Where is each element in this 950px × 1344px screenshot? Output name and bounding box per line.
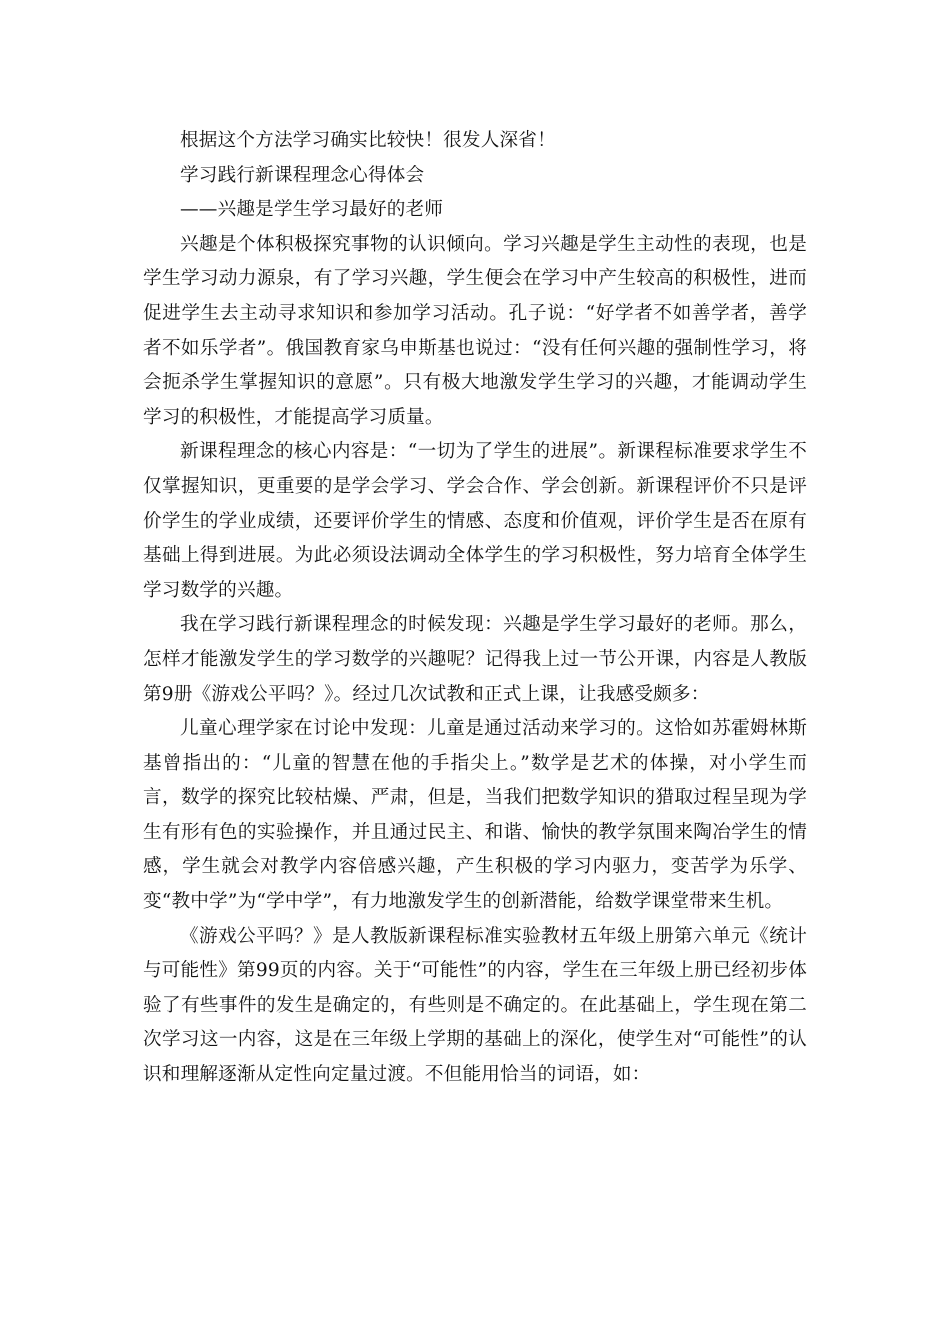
article-subtitle: ——兴趣是学生学习最好的老师 (180, 199, 444, 221)
paragraph-1: 兴趣是个体积极探究事物的认识倾向。学习兴趣是学生主动性的表现，也是学生学习动力源泉，有了学习兴趣，学生便会在学习中产生较高的积极性，进而促进学生去主动寻求知识和参加学习活动。孔子说：“好学者不如善学者，善学者不如乐学者”。俄国教育家乌申斯基也说过：“没有任何兴趣的强制性学习，将会扼杀学生掌握知识的意愿”。只有极大地激发学生学习的兴趣，才能调动学生学习的积极性，才能提高学习质量。 (143, 233, 807, 428)
paragraph-3: 我在学习践行新课程理念的时候发现：兴趣是学生学习最好的老师。那么，怎样才能激发学生的学习数学的兴趣呢？记得我上过一节公开课，内容是人教版第9册《游戏公平吗？》。经过几次试教和正式上课，让我感受颇多： (143, 614, 807, 705)
paragraph-4: 儿童心理学家在讨论中发现：儿童是通过活动来学习的。这恰如苏霍姆林斯基曾指出的：“儿童的智慧在他的手指尖上。”数学是艺术的体操，对小学生而言，数学的探究比较枯燥、严肃，但是，当我们把数学知识的猎取过程呈现为学生有形有色的实验操作，并且通过民主、和谐、愉快的教学氛围来陶冶学生的情感，学生就会对教学内容倍感兴趣，产生积极的学习内驱力，变苦学为乐学、变“教中学”为“学中学”，有力地激发学生的创新潜能，给数学课堂带来生机。 (143, 718, 807, 913)
intro-line: 根据这个方法学习确实比较快！很发人深省！ (180, 130, 556, 151)
article-title: 学习践行新课程理念心得体会 (180, 164, 425, 186)
document-body (143, 124, 807, 1093)
paragraph-2: 新课程理念的核心内容是：“一切为了学生的进展”。新课程标准要求学生不仅掌握知识，更重要的是学会学习、学会合作、学会创新。新课程评价不只是评价学生的学业成绩，还要评价学生的情感、态度和价值观，评价学生是否在原有基础上得到进展。为此必须设法调动全体学生的学习积极性，努力培育全体学生学习数学的兴趣。 (143, 441, 807, 601)
paragraph-5: 《游戏公平吗？》是人教版新课程标准实验教材五年级上册第六单元《统计与可能性》第99页的内容。关于“可能性”的内容，学生在三年级上册已经初步体验了有些事件的发生是确定的，有些则是不确定的。在此基础上，学生现在第二次学习这一内容，这是在三年级上学期的基础上的深化，使学生对“可能性”的认识和理解逐渐从定性向定量过渡。不但能用恰当的词语，如： (143, 925, 807, 1086)
